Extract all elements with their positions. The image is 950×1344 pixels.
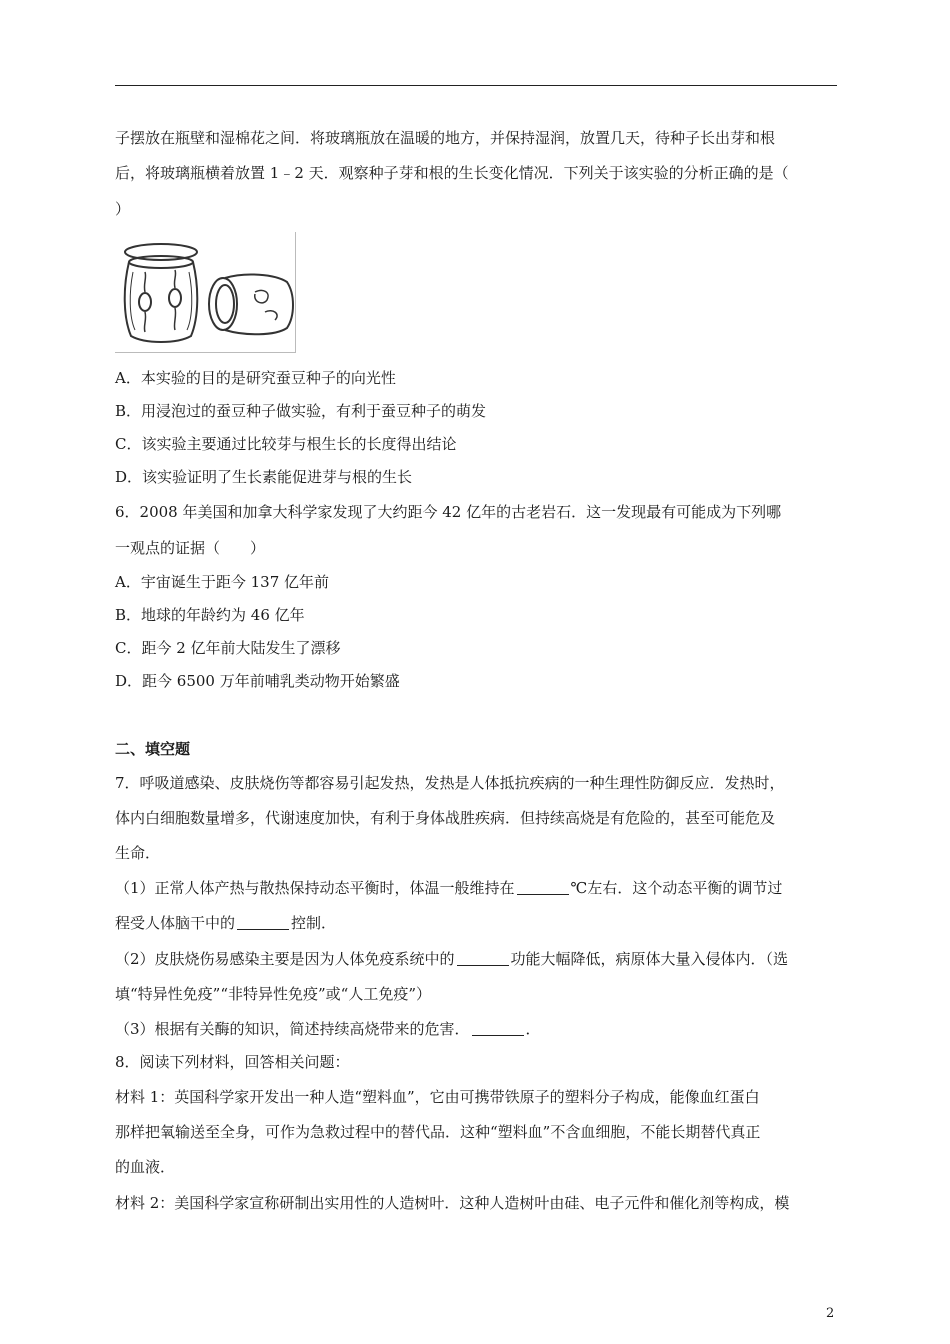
header-rule — [115, 85, 837, 86]
q5-stem-line-2: 后，将玻璃瓶横着放置 1﹣2 天．观察种子芽和根的生长变化情况．下列关于该实验的分析正确的是（ — [115, 164, 789, 182]
q7-part-1-line-1 — [115, 878, 782, 898]
page-number: 2 — [826, 1306, 835, 1321]
q7-part-1-line-2 — [115, 913, 336, 933]
q7-part-2-line-1 — [115, 949, 788, 969]
q7-part-1-text-a: （1）正常人体产热与散热保持动态平衡时，体温一般维持在 — [115, 879, 515, 897]
q6-option-a: A．宇宙诞生于距今 137 亿年前 — [115, 573, 330, 591]
q8-material-1-line-3: 的血液． — [115, 1158, 176, 1176]
q5-option-b: B．用浸泡过的蚕豆种子做实验，有利于蚕豆种子的萌发 — [115, 402, 487, 420]
q7-part-2-line-2: 填“特异性免疫”“非特异性免疫”或“人工免疫”） — [115, 985, 432, 1003]
q8-stem: 8．阅读下列材料，回答相关问题： — [115, 1053, 350, 1071]
section-heading-fill-in: 二、填空题 — [115, 740, 191, 758]
q7-part-2-text-b: 功能大幅降低，病原体大量入侵体内．（选 — [510, 950, 789, 968]
q5-option-d: D．该实验证明了生长素能促进芽与根的生长 — [115, 468, 413, 486]
q8-material-2-line-1: 材料 2：美国科学家宣称研制出实用性的人造树叶．这种人造树叶由硅、电子元件和催化剂等构成，模 — [115, 1194, 790, 1212]
q7-part-3-text-a: （3）根据有关酶的知识，简述持续高烧带来的危害． — [115, 1020, 470, 1038]
q6-option-d: D．距今 6500 万年前哺乳类动物开始繁盛 — [115, 672, 400, 690]
q7-stem-line-2: 体内白细胞数量增多，代谢速度加快，有利于身体战胜疾病．但持续高烧是有危险的，甚至可能危及 — [115, 809, 776, 827]
q7-blank-immunity[interactable] — [457, 951, 509, 966]
seed-jar-illustration — [115, 232, 296, 353]
q7-part-1-text-b: ℃左右．这个动态平衡的调节过 — [570, 879, 783, 897]
q6-option-c: C．距今 2 亿年前大陆发生了漂移 — [115, 639, 341, 657]
q5-option-a: A．本实验的目的是研究蚕豆种子的向光性 — [115, 369, 396, 387]
q8-material-1-line-2: 那样把氧输送至全身，可作为急救过程中的替代品．这种“塑料血”不含血细胞，不能长期替代真正 — [115, 1123, 761, 1141]
q7-blank-brain-center[interactable] — [237, 915, 289, 930]
q8-material-1-line-1: 材料 1：英国科学家开发出一种人造“塑料血”，它由可携带铁原子的塑料分子构成，能像血红蛋白 — [115, 1088, 760, 1106]
q7-stem-line-1: 7．呼吸道感染、皮肤烧伤等都容易引起发热，发热是人体抵抗疾病的一种生理性防御反应．发热时， — [115, 774, 785, 792]
q5-option-c: C．该实验主要通过比较芽与根生长的长度得出结论 — [115, 435, 457, 453]
q7-part-3-text-b: ． — [525, 1020, 541, 1038]
q7-part-2-text-a: （2）皮肤烧伤易感染主要是因为人体免疫系统中的 — [115, 950, 455, 968]
q7-part-3-line — [115, 1019, 541, 1039]
q5-stem-line-3: ） — [115, 200, 131, 218]
q7-blank-temperature[interactable] — [517, 880, 569, 895]
q6-stem-line-2: 一观点的证据（ ） — [115, 539, 266, 557]
q7-part-1-text-d: 控制． — [291, 914, 337, 932]
q6-stem-line-1: 6．2008 年美国和加拿大科学家发现了大约距今 42 亿年的古老岩石．这一发现最有可能成为下列哪 — [115, 503, 782, 521]
q5-stem-line-1: 子摆放在瓶壁和湿棉花之间．将玻璃瓶放在温暖的地方，并保持湿润，放置几天，待种子长出芽和根 — [115, 129, 776, 147]
q7-blank-harm[interactable] — [472, 1021, 524, 1036]
q7-part-1-text-c: 程受人体脑干中的 — [115, 914, 236, 932]
q6-option-b: B．地球的年龄约为 46 亿年 — [115, 606, 305, 624]
q7-stem-line-3: 生命． — [115, 844, 161, 862]
jar-drawing-icon — [115, 232, 295, 352]
